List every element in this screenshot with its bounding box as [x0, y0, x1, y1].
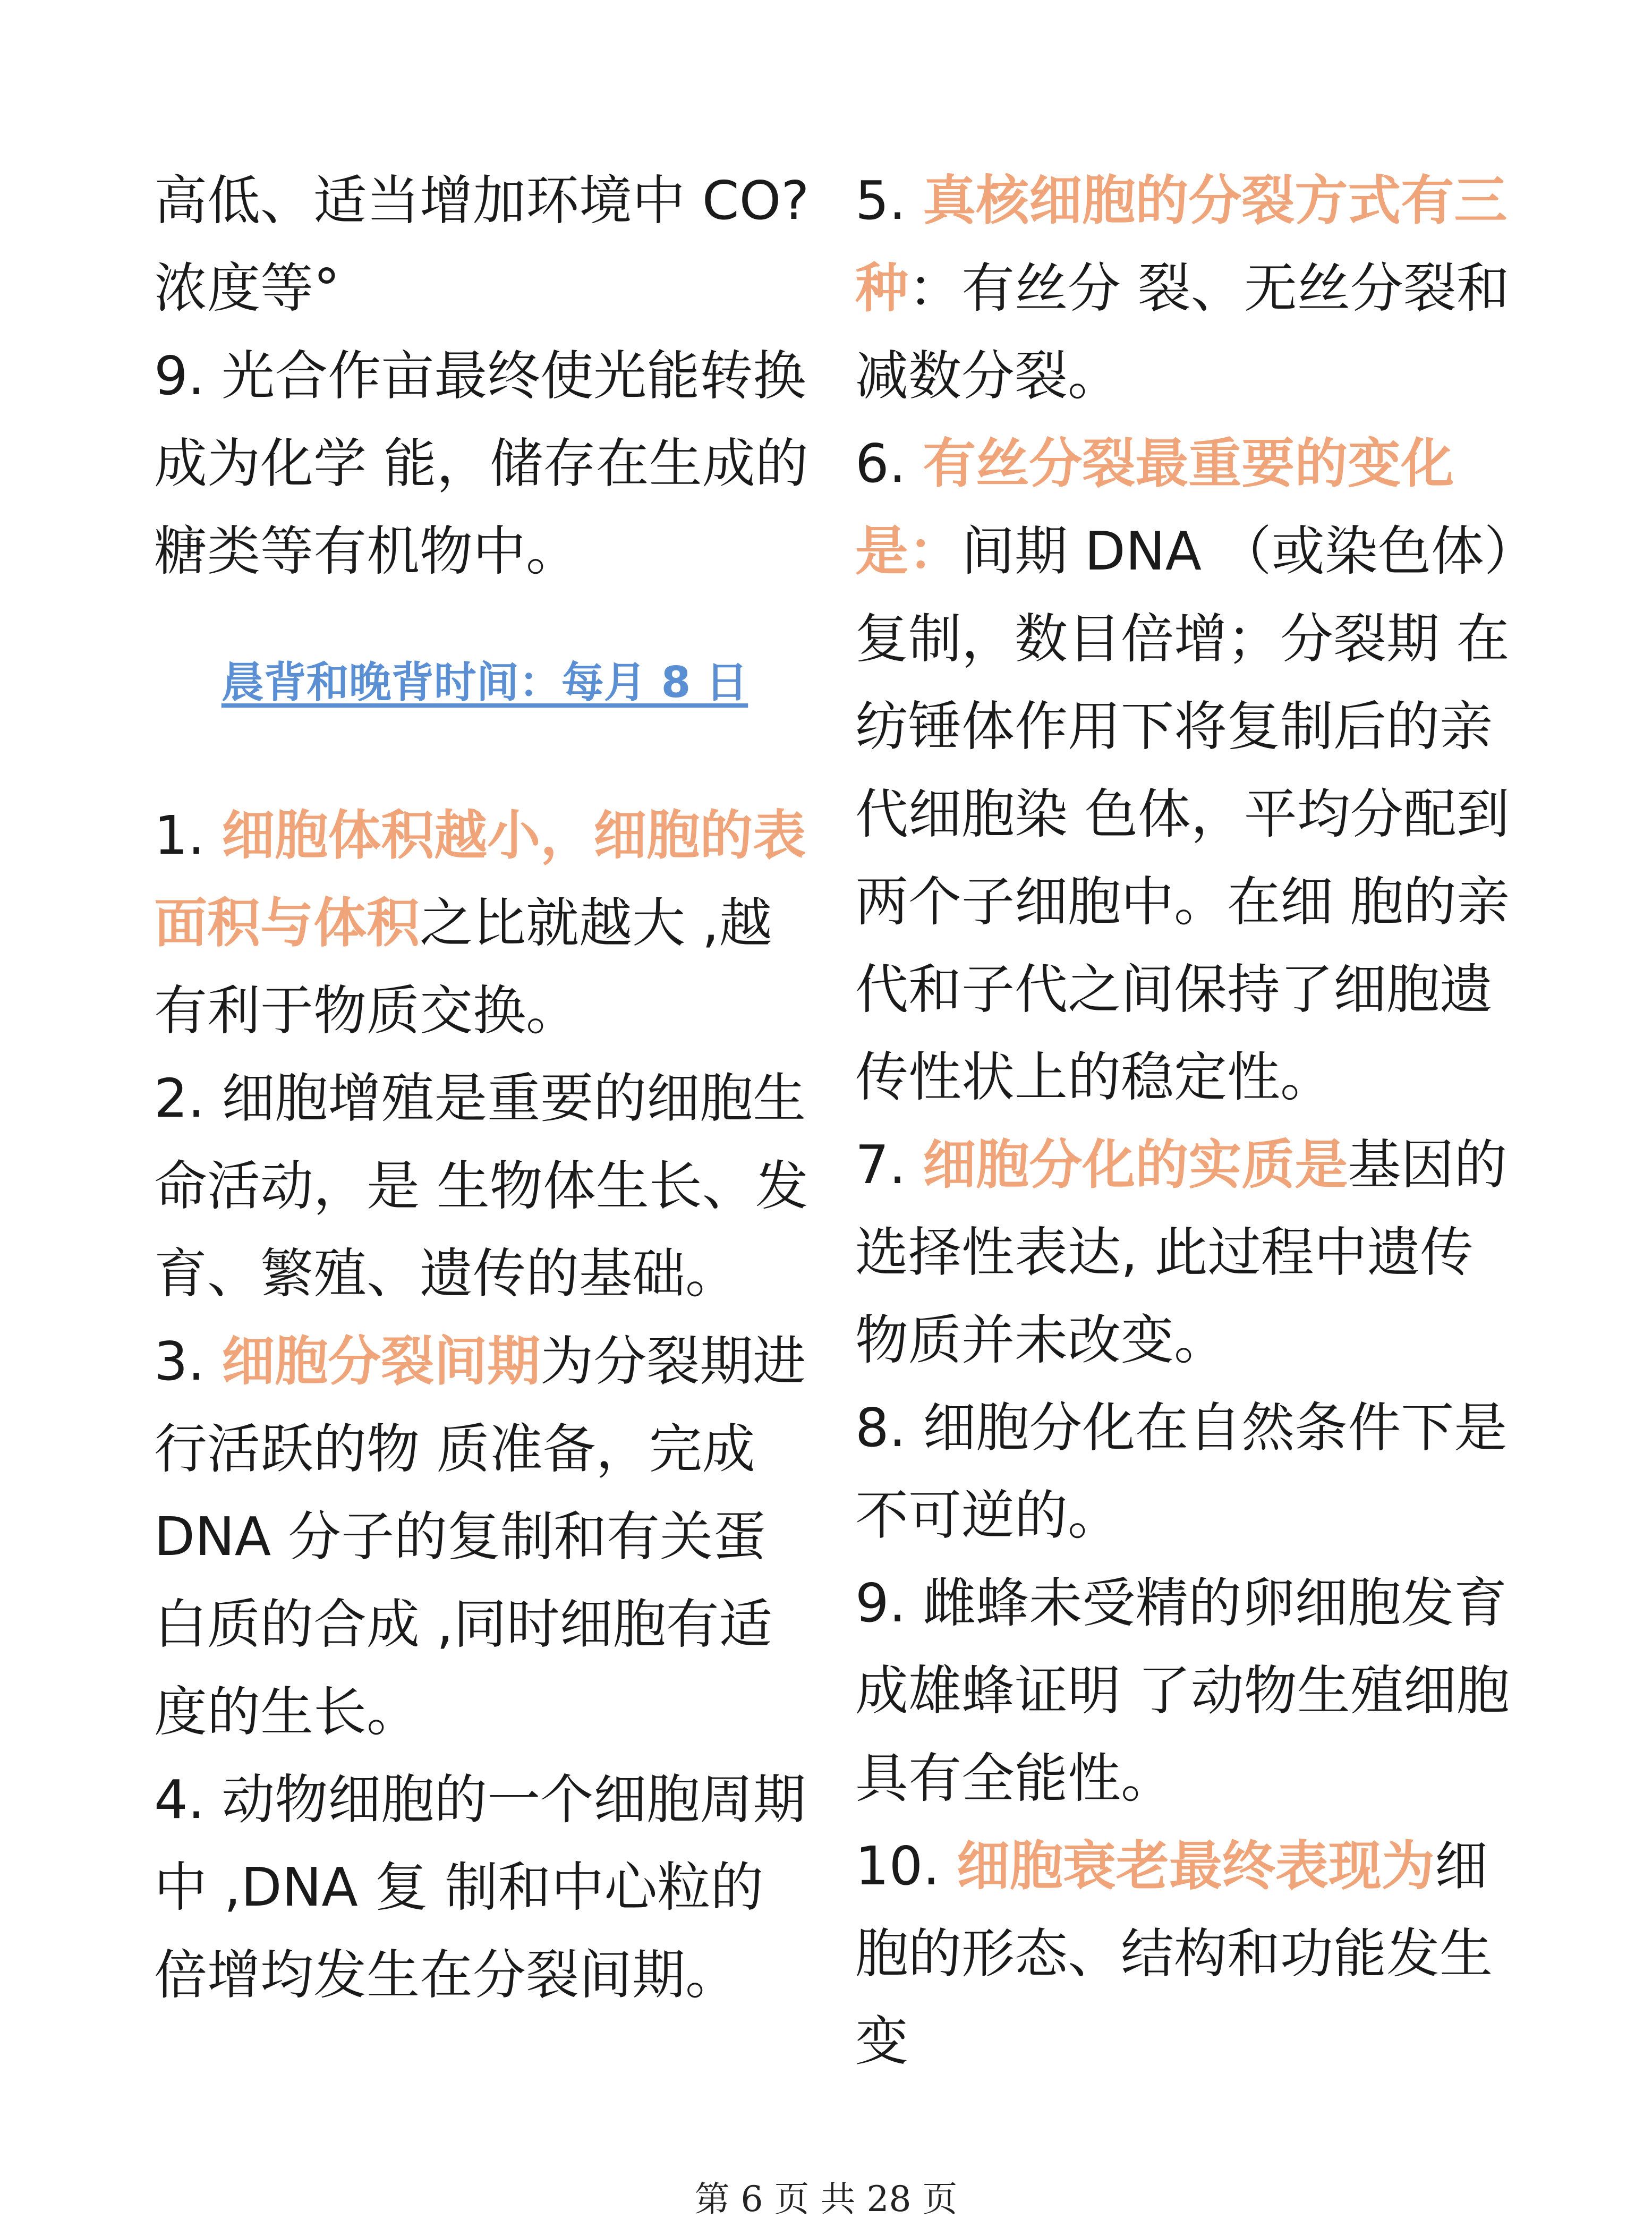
item-number: 1.: [154, 804, 222, 866]
item-number: 9.: [855, 1572, 923, 1634]
item-number: 10.: [855, 1835, 957, 1897]
highlight-text: 细胞体积越小，细胞的表面积与体积: [154, 804, 806, 954]
item-text: 雌蜂未受精的卵细胞发育成雄蜂证明 了动物生殖细胞具有全能性。: [855, 1572, 1510, 1809]
item-text: 细胞增殖是重要的细胞生命活动，是 生物体生长、发育、繁殖、遗传的基础。: [154, 1067, 808, 1305]
item-text: 间期 DNA （或染色体）复制，数目倍增；分裂期 在纺锤体作用下将复制后的亲代细胞染 色体，平均分配到两个子细胞中。在细 胞的亲代和子代之间保持了细胞遗传性状上的稳定性。: [855, 520, 1511, 1108]
item-text: ：有丝分 裂、无丝分裂和减数分裂。: [855, 257, 1510, 407]
list-item-3: [154, 1318, 815, 1756]
item-text: 为分裂期进行活跃的物 质准备，完成 DNA 分子的复制和有关蛋白质的合成 ,同时细胞有适度的生长。: [154, 1330, 806, 1743]
paragraph-continuation-8: 高低、适当增加环境中 CO?浓度等°: [154, 169, 810, 319]
item-number: 6.: [855, 432, 923, 495]
item-text: 细胞的形态、结构和功能发生变: [855, 1835, 1493, 2072]
item-text: 基因的选择性表达, 此过程中遗传物质并未改变。: [855, 1134, 1508, 1371]
paragraph-9-photosynthesis: 9. 光合作亩最终使光能转换成为化学 能，储存在生成的糖类等有机物中。: [154, 345, 808, 582]
list-item-4: [154, 1756, 815, 2019]
list-item-10: [855, 1822, 1514, 2085]
list-item-1: [154, 792, 815, 1055]
left-column: [154, 157, 815, 2019]
item-number: 2.: [154, 1067, 222, 1129]
highlight-text: 细胞分化的实质是: [923, 1134, 1348, 1196]
list-item-6: [855, 420, 1514, 1121]
item-number: 7.: [855, 1134, 923, 1196]
list-item-8: [855, 1384, 1514, 1559]
item-number: 8.: [855, 1397, 923, 1459]
right-column: [855, 157, 1514, 2085]
item-text: 动物细胞的一个细胞周期中 ,DNA 复 制和中心粒的倍增均发生在分裂间期。: [154, 1769, 806, 2006]
list-item-5: [855, 157, 1514, 420]
item-text: 细胞分化在自然条件下是不可逆的。: [855, 1397, 1508, 1546]
list-item-7: [855, 1121, 1514, 1384]
item-number: 4.: [154, 1769, 222, 1831]
list-item-9: [855, 1559, 1514, 1822]
page-number-footer: 第 6 页 共 28 页: [694, 2179, 958, 2220]
item-text: 之比就越大 ,越有利于物质交换。: [154, 892, 772, 1042]
highlight-text: 真核细胞的分裂方式有三种: [855, 169, 1508, 319]
highlight-text: 细胞衰老最终表现为: [956, 1835, 1435, 1897]
highlight-text: 细胞分裂间期: [222, 1330, 541, 1392]
section-heading: 晨背和晚背时间：每月 8 日: [221, 658, 748, 707]
item-number: 5.: [855, 169, 923, 232]
item-number: 3.: [154, 1330, 222, 1392]
highlight-text: 有丝分裂最重要的变化是：: [855, 432, 1454, 582]
list-item-2: [154, 1055, 815, 1318]
